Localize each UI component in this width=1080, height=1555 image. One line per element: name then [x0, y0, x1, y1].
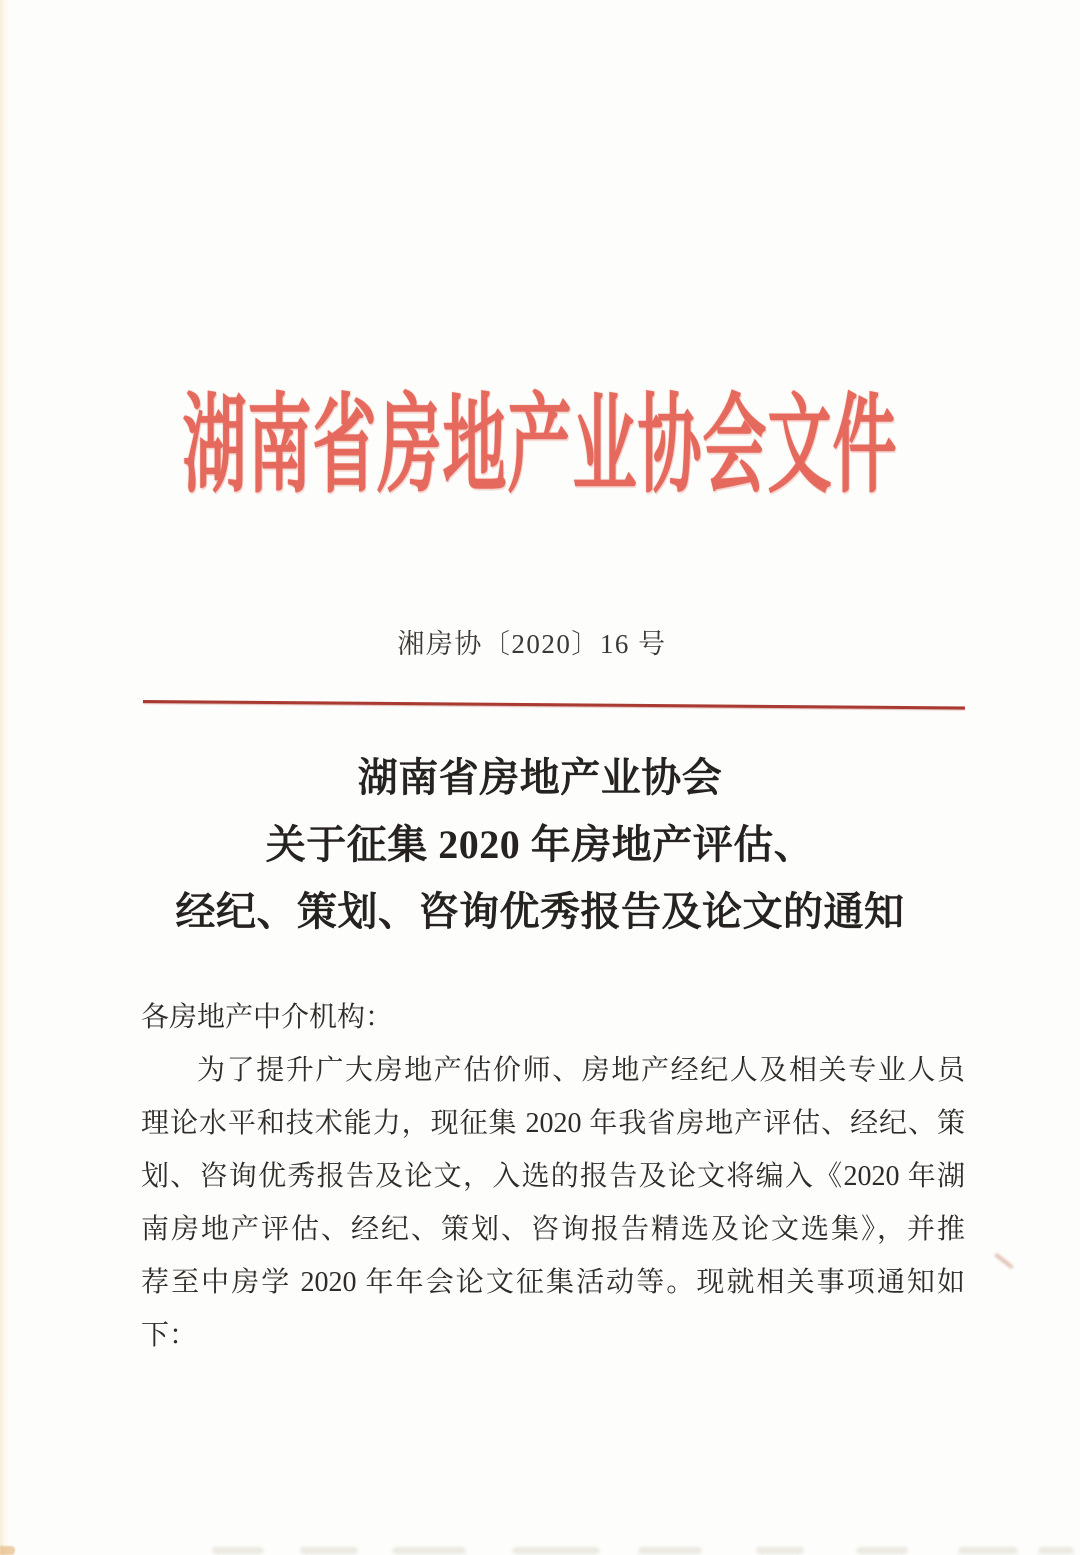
scan-smudge: [638, 1547, 702, 1554]
doc-number: 湘房协〔2020〕16 号: [397, 629, 667, 659]
org-title: 湖南省房地产业协会文件: [182, 386, 898, 506]
subject-title-line: 关于征集 2020 年房地产评估、: [265, 822, 815, 867]
scan-smudge: [756, 1547, 804, 1554]
scan-smudge: [392, 1547, 466, 1554]
body-line: 理论水平和技术能力，现征集 2020 年我省房地产评估、经纪、策: [141, 1108, 965, 1139]
scan-smudge: [300, 1547, 358, 1554]
body-line: 划、咨询优秀报告及论文，入选的报告及论文将编入《2020 年湖: [141, 1161, 965, 1192]
body-line: 南房地产评估、经纪、策划、咨询报告精选及论文选集》，并推: [141, 1214, 965, 1245]
scan-smudge: [856, 1547, 908, 1554]
red-divider-line: [143, 700, 965, 709]
subject-title: [0, 744, 1080, 945]
scan-smudge: [958, 1547, 1018, 1554]
body-line: 为了提升广大房地产估价师、房地产经纪人及相关专业人员: [197, 1055, 965, 1086]
scan-smudge: [0, 1546, 15, 1555]
subject-title-line: 湖南省房地产业协会: [357, 755, 723, 800]
closing-line: 下：: [141, 1320, 198, 1351]
body-line: 荐至中房学 2020 年年会论文征集活动等。现就相关事项通知如: [141, 1267, 965, 1298]
scan-smudge: [512, 1547, 600, 1554]
scan-smudge: [994, 1253, 1014, 1270]
scan-smudge: [212, 1547, 264, 1554]
body-text: [141, 991, 965, 1362]
scan-smudge: [1038, 1547, 1074, 1554]
subject-title-line: 经纪、策划、咨询优秀报告及论文的通知: [175, 889, 905, 934]
salutation-line: 各房地产中介机构：: [141, 1002, 394, 1033]
